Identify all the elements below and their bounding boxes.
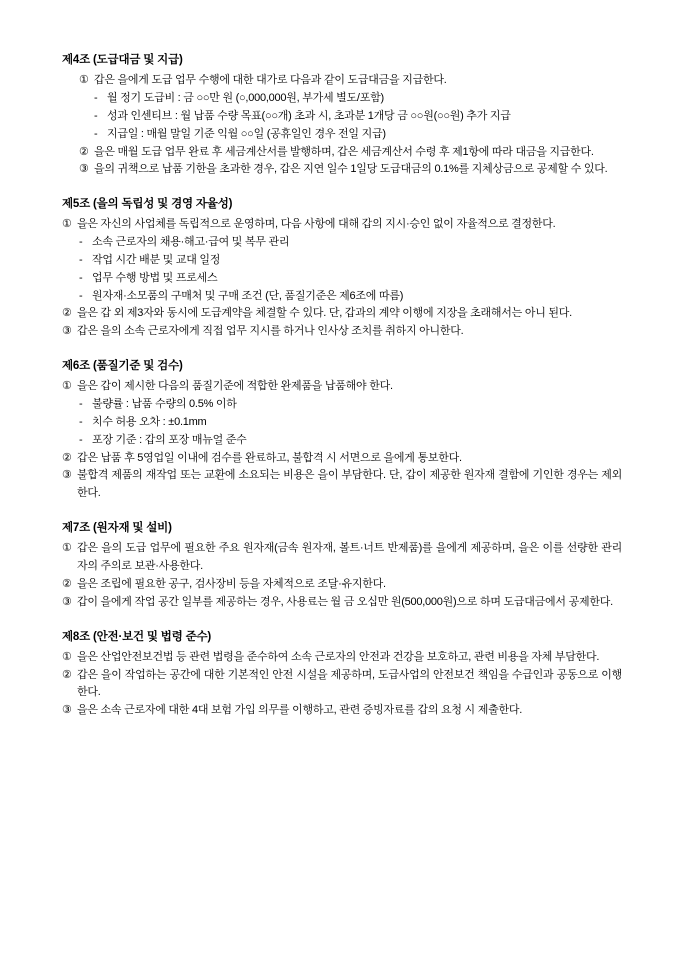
clause-text: 을은 매월 도급 업무 완료 후 세금계산서를 발행하며, 갑은 세금계산서 수령 후 제1항에 따라 대금을 지급한다. bbox=[94, 145, 594, 158]
article-title: 제8조 (안전·보건 및 법령 준수) bbox=[62, 630, 212, 643]
clause-item bbox=[62, 72, 622, 90]
clause-text: 갑은 납품 후 5영업일 이내에 검수를 완료하고, 불합격 시 서면으로 을에게 통보한다. bbox=[77, 451, 462, 464]
clause-text: 갑은 을에게 도급 업무 수행에 대한 대가로 다음과 같이 도급대금을 지급한다. bbox=[94, 74, 447, 87]
bullet-marker: - bbox=[94, 109, 98, 122]
clause-bullet-item bbox=[62, 108, 622, 126]
clause-item bbox=[62, 467, 622, 503]
bullet-marker: - bbox=[79, 433, 83, 446]
clause-marker: ① bbox=[62, 218, 72, 231]
clause-bullet-item bbox=[62, 252, 622, 270]
clause-text: 을은 갑이 제시한 다음의 품질기준에 적합한 완제품을 납품해야 한다. bbox=[77, 380, 393, 393]
clause-item bbox=[62, 667, 622, 703]
clause-item bbox=[62, 450, 622, 468]
clause-item bbox=[62, 216, 622, 234]
clause-item bbox=[62, 702, 622, 720]
clause-bullet-item bbox=[62, 432, 622, 450]
clause-item bbox=[62, 576, 622, 594]
article-section bbox=[62, 52, 622, 179]
article-section bbox=[62, 629, 622, 721]
bullet-marker: - bbox=[79, 271, 83, 284]
clause-item bbox=[62, 649, 622, 667]
article-title: 제6조 (품질기준 및 검수) bbox=[62, 360, 183, 373]
clause-text: 을은 조립에 필요한 공구, 검사장비 등을 자체적으로 조달·유지한다. bbox=[77, 577, 386, 590]
clause-marker: ② bbox=[62, 668, 72, 681]
clause-item bbox=[62, 594, 622, 612]
bullet-marker: - bbox=[94, 92, 98, 105]
bullet-marker: - bbox=[79, 398, 83, 411]
clause-bullet-item bbox=[62, 270, 622, 288]
clause-marker: ② bbox=[62, 577, 72, 590]
clause-text: 포장 기준 : 갑의 포장 매뉴얼 준수 bbox=[92, 433, 247, 446]
clause-marker: ② bbox=[62, 307, 72, 320]
clause-text: 성과 인센티브 : 월 납품 수량 목표(○○개) 초과 시, 초과분 1개당 금 ○○원(○○원) 추가 지급 bbox=[107, 109, 511, 122]
clause-text: 을의 귀책으로 납품 기한을 초과한 경우, 갑은 지연 일수 1일당 도급대금의 0.1%를 지체상금으로 공제할 수 있다. bbox=[94, 163, 608, 176]
clause-text: 을은 갑 외 제3자와 동시에 도급계약을 체결할 수 있다. 단, 갑과의 계약 이행에 지장을 초래해서는 아니 된다. bbox=[77, 307, 572, 320]
article-section bbox=[62, 196, 622, 341]
clause-bullet-item bbox=[62, 90, 622, 108]
clause-marker: ① bbox=[79, 74, 89, 87]
clause-marker: ② bbox=[79, 145, 89, 158]
clause-bullet-item bbox=[62, 288, 622, 306]
clause-text: 소속 근로자의 채용·해고·급여 및 복무 관리 bbox=[92, 236, 290, 249]
clause-text: 작업 시간 배분 및 교대 일정 bbox=[92, 254, 221, 266]
article-section bbox=[62, 358, 622, 503]
clause-text: 을은 산업안전보건법 등 관련 법령을 준수하여 소속 근로자의 안전과 건강을 보호하고, 관련 비용을 자체 부담한다. bbox=[77, 650, 600, 663]
article-title: 제5조 (을의 독립성 및 경영 자율성) bbox=[62, 198, 233, 211]
bullet-marker: - bbox=[79, 236, 83, 249]
clause-bullet-item bbox=[62, 396, 622, 414]
clause-text: 지급일 : 매월 말일 기준 익월 ○○일 (공휴일인 경우 전일 지급) bbox=[107, 127, 386, 140]
clause-text: 을은 자신의 사업체를 독립적으로 운영하며, 다음 사항에 대해 갑의 지시·승인 없이 자율적으로 결정한다. bbox=[77, 218, 556, 231]
clause-text: 불량률 : 납품 수량의 0.5% 이하 bbox=[92, 398, 237, 411]
clause-bullet-item bbox=[62, 414, 622, 432]
bullet-marker: - bbox=[94, 127, 98, 140]
document-body bbox=[62, 52, 622, 720]
article-title: 제7조 (원자재 및 설비) bbox=[62, 522, 172, 534]
clause-text: 불합격 제품의 재작업 또는 교환에 소요되는 비용은 을이 부담한다. 단, 갑이 제공한 원자재 결함에 기인한 경우는 제외한다. bbox=[77, 469, 622, 500]
article-title: 제4조 (도급대금 및 지급) bbox=[62, 54, 183, 66]
clause-item bbox=[62, 323, 622, 341]
bullet-marker: - bbox=[79, 415, 83, 428]
clause-text: 갑은 을의 소속 근로자에게 직접 업무 지시를 하거나 인사상 조치를 취하지 아니한다. bbox=[77, 325, 464, 338]
clause-text: 을은 소속 근로자에 대한 4대 보험 가입 의무를 이행하고, 관련 증빙자료를 갑의 요청 시 제출한다. bbox=[77, 704, 523, 717]
clause-text: 갑은 을이 작업하는 공간에 대한 기본적인 안전 시설을 제공하며, 도급사업의 안전보건 책임을 수급인과 공동으로 이행한다. bbox=[77, 668, 622, 699]
clause-bullet-item bbox=[62, 126, 622, 144]
clause-bullet-item bbox=[62, 234, 622, 252]
clause-item bbox=[62, 378, 622, 396]
clause-marker: ③ bbox=[62, 325, 72, 338]
clause-item bbox=[62, 540, 622, 576]
bullet-marker: - bbox=[79, 254, 83, 266]
clause-marker: ② bbox=[62, 451, 72, 464]
clause-text: 치수 허용 오차 : ±0.1mm bbox=[92, 415, 207, 428]
clause-item bbox=[62, 305, 622, 323]
article-section bbox=[62, 520, 622, 612]
clause-marker: ③ bbox=[79, 163, 89, 176]
clause-marker: ① bbox=[62, 542, 72, 555]
clause-text: 원자재·소모품의 구매처 및 구매 조건 (단, 품질기준은 제6조에 따름) bbox=[92, 289, 404, 302]
clause-text: 월 정기 도급비 : 금 ○○만 원 (○,000,000원, 부가세 별도/포함) bbox=[107, 92, 384, 105]
clause-marker: ③ bbox=[62, 469, 72, 482]
clause-item bbox=[62, 161, 622, 179]
clause-marker: ① bbox=[62, 650, 72, 663]
clause-text: 업무 수행 방법 및 프로세스 bbox=[92, 271, 218, 284]
clause-text: 갑이 을에게 작업 공간 일부를 제공하는 경우, 사용료는 월 금 오십만 원(500,000원)으로 하며 도급대금에서 공제한다. bbox=[77, 595, 613, 608]
bullet-marker: - bbox=[79, 289, 83, 302]
clause-marker: ③ bbox=[62, 595, 72, 608]
clause-text: 갑은 을의 도급 업무에 필요한 주요 원자재(금속 원자재, 볼트·너트 반제품)를 을에게 제공하며, 을은 이를 선량한 관리자의 주의로 보관·사용한다. bbox=[77, 542, 622, 573]
clause-marker: ③ bbox=[62, 704, 72, 717]
clause-marker: ① bbox=[62, 380, 72, 393]
clause-item bbox=[62, 144, 622, 162]
